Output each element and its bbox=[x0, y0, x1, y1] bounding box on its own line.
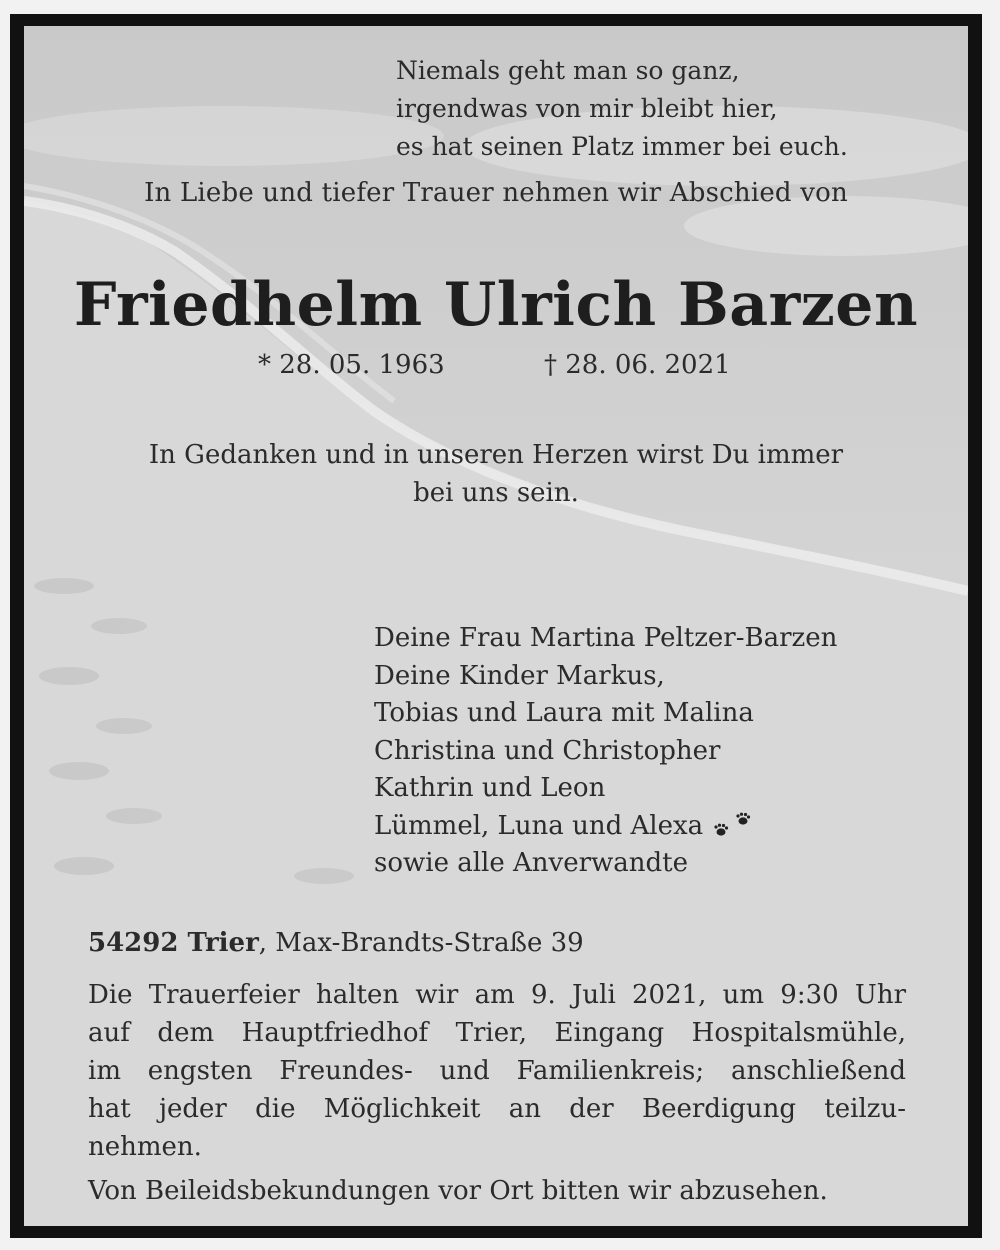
address-city: 54292 Trier bbox=[88, 928, 259, 958]
service-line: im engsten Freundes- und Familienkreis; anschließend bbox=[88, 1056, 906, 1086]
family-line-pets bbox=[374, 808, 837, 846]
deceased-name: Friedhelm Ulrich Barzen bbox=[73, 270, 919, 340]
obituary-card bbox=[24, 26, 968, 1226]
family-line: sowie alle Anverwandte bbox=[374, 848, 689, 878]
birth-date: * 28. 05. 1963 bbox=[258, 350, 445, 380]
obituary-frame bbox=[10, 14, 982, 1238]
service-info bbox=[88, 976, 906, 1166]
family-line: Tobias und Laura mit Malina bbox=[374, 698, 754, 728]
address bbox=[88, 928, 584, 958]
address-street: , Max-Brandts-Straße 39 bbox=[258, 928, 584, 958]
family-line: Deine Frau Martina Peltzer-Barzen bbox=[374, 623, 838, 653]
closing-note: Von Beileidsbekundungen vor Ort bitten wir abzusehen. bbox=[88, 1176, 828, 1206]
memory-line: In Gedanken und in unseren Herzen wirst Du immer bbox=[148, 440, 844, 470]
service-line: Die Trauerfeier halten wir am 9. Juli 2021, um 9:30 Uhr bbox=[88, 980, 906, 1010]
family-line-text: Lümmel, Luna und Alexa bbox=[374, 810, 704, 841]
paw-prints-icon bbox=[711, 810, 755, 840]
death-date: † 28. 06. 2021 bbox=[544, 350, 731, 380]
poem-line: es hat seinen Platz immer bei euch. bbox=[396, 132, 848, 161]
service-line: nehmen. bbox=[88, 1132, 202, 1162]
memory-text bbox=[24, 436, 968, 512]
service-line: auf dem Hauptfriedhof Trier, Eingang Hospitalsmühle, bbox=[88, 1018, 906, 1048]
poem-line: irgendwas von mir bleibt hier, bbox=[396, 94, 778, 123]
intro-text: In Liebe und tiefer Trauer nehmen wir Abschied von bbox=[144, 178, 848, 208]
poem bbox=[396, 52, 848, 166]
poem-line: Niemals geht man so ganz, bbox=[396, 56, 740, 85]
family-line: Kathrin und Leon bbox=[374, 773, 606, 803]
family-line: Christina und Christopher bbox=[374, 735, 721, 766]
family-list bbox=[374, 620, 837, 883]
service-line: hat jeder die Möglichkeit an der Beerdigung teilzu- bbox=[88, 1094, 906, 1124]
memory-line: bei uns sein. bbox=[413, 478, 579, 508]
family-line: Deine Kinder Markus, bbox=[374, 660, 665, 691]
